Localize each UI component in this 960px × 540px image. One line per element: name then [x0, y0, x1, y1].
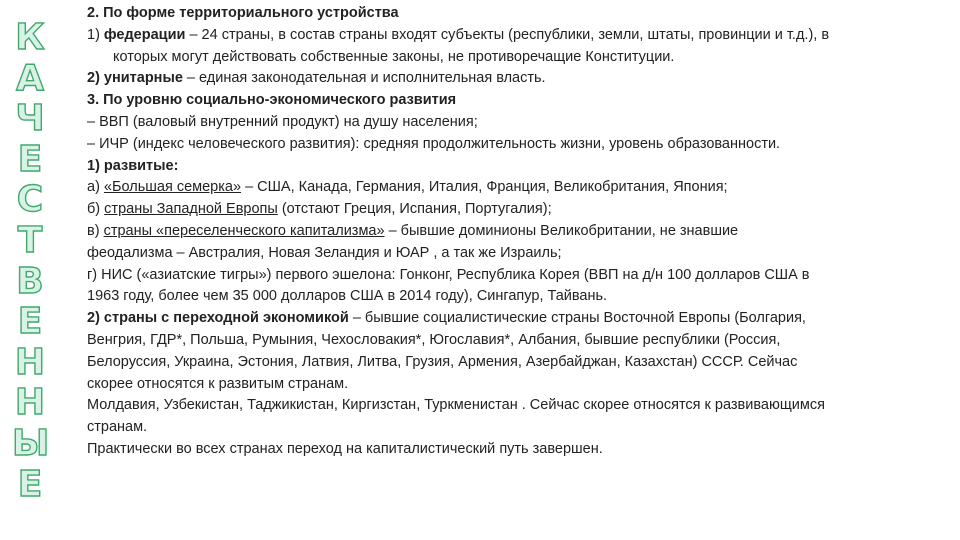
item-g-line2: 1963 году, более чем 35 000 долларов США в 2014 году), Сингапур, Тайвань. [87, 288, 608, 305]
unitary-line [87, 68, 947, 90]
transition-line [87, 308, 947, 330]
item-v-continuation: феодализма – Австралия, Новая Зеландия и ЮАР , а так же Израиль; [87, 244, 562, 261]
transition-term: 2) страны с переходной экономикой [87, 310, 349, 327]
item-v-underlined: страны «переселенческого капитализма» [103, 222, 385, 239]
moldova-line2: странам. [87, 419, 148, 436]
slide-body [87, 3, 947, 461]
title-letter: Ч [15, 98, 45, 140]
item-b-prefix: б) [87, 201, 105, 218]
developed-heading: 1) развитые: [87, 157, 179, 174]
unitary-term: 2) унитарные [87, 70, 183, 87]
item-a-text: – США, Канада, Германия, Италия, Франция, Великобритания, Япония; [241, 179, 728, 196]
federation-line [87, 25, 947, 47]
title-letter: Н [14, 382, 46, 424]
item-v-text: – бывшие доминионы Великобритании, не знавшие [384, 222, 739, 239]
item-a [87, 177, 947, 199]
title-letter: А [16, 57, 44, 99]
gdp-line: – ВВП (валовый внутренний продукт) на душу населения; [87, 113, 478, 130]
final-line: Практически во всех странах переход на капиталистический путь завершен. [87, 440, 603, 457]
federation-term: федерации [103, 26, 186, 43]
transition-text: – бывшие социалистические страны Восточной Европы (Болгария, [348, 310, 806, 327]
item-a-prefix: а) [87, 179, 104, 196]
title-letter: Е [17, 301, 43, 343]
item-v-prefix: в) [87, 222, 104, 239]
item-g-line1: г) НИС («азиатские тигры») первого эшелона: Гонконг, Республика Корея (ВВП на д/н 100 долларов США в [87, 266, 810, 283]
heading-territorial: 2. По форме территориального устройства [87, 5, 399, 21]
title-letter: С [16, 179, 44, 221]
moldova-line1: Молдавия, Узбекистан, Таджикистан, Киргизстан, Туркменистан . Сейчас скорее относятся к развивающимся [87, 397, 825, 414]
unitary-text: – единая законодательная и исполнительная власть. [182, 70, 546, 87]
federation-continuation: которых могут действовать собственные законы, не противоречащие Конституции. [113, 48, 675, 65]
title-letter: Е [17, 463, 43, 505]
item-v [87, 221, 947, 243]
federation-text: – 24 страны, в состав страны входят субъекты (республики, земли, штаты, провинции и т.д.), в [185, 26, 830, 43]
title-letter: В [16, 260, 44, 302]
title-letter: Е [17, 138, 43, 180]
heading-socioeconomic: 3. По уровню социально-экономического развития [87, 92, 457, 109]
item-b-text: (отстают Греция, Испания, Португалия); [277, 201, 552, 218]
title-letter: Н [14, 341, 46, 383]
transition-line2: Венгрия, ГДР*, Польша, Румыния, Чехословакия*, Югославия*, Албания, бывшие республики (Россия, [87, 331, 781, 348]
transition-line3: Белоруссия, Украина, Эстония, Латвия, Литва, Грузия, Армения, Азербайджан, Казахстан) СССР. Сейчас [87, 353, 798, 370]
item-b-underlined: страны Западной Европы [104, 201, 278, 218]
federation-number: 1) [87, 26, 104, 43]
title-letter: Т [17, 219, 43, 261]
vertical-title [12, 18, 48, 505]
title-letter: К [15, 17, 45, 58]
transition-line4: скорее относятся к развитым странам. [87, 375, 349, 392]
hdi-line: – ИЧР (индекс человеческого развития): средняя продолжительность жизни, уровень образованности. [87, 135, 781, 152]
item-a-underlined: «Большая семерка» [103, 179, 242, 196]
title-letter: Ы [12, 422, 50, 464]
item-b [87, 199, 947, 221]
